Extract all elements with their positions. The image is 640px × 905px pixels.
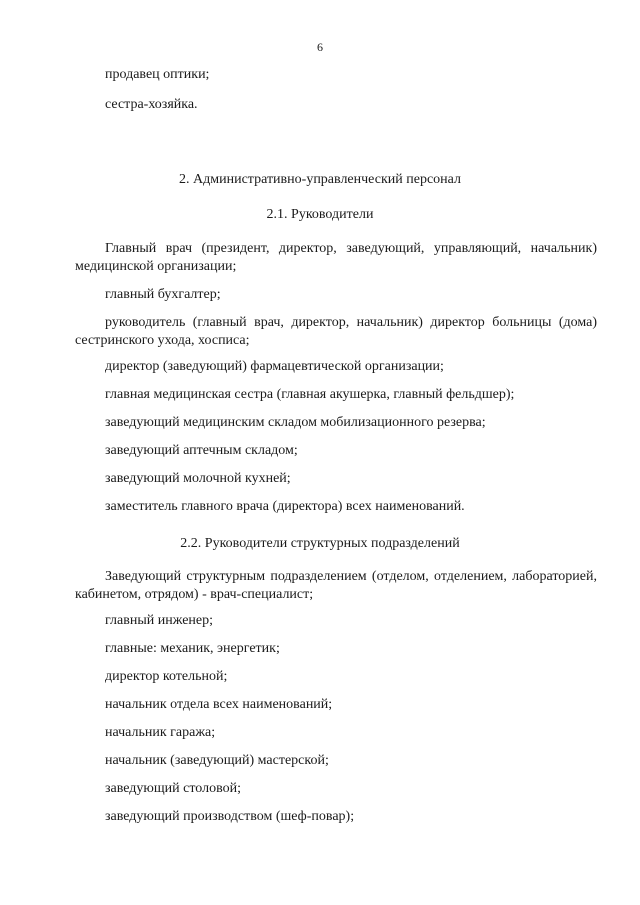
page-number: 6 [317, 40, 323, 54]
subsection-heading: 2.1. Руководители [266, 207, 374, 222]
list-item: Заведующий структурным подразделением (отделом, отделением, лабораторией, кабинетом, отрядом) - врач-специалист; [75, 569, 597, 602]
list-item: директор котельной; [105, 669, 228, 684]
list-item: заведующий аптечным складом; [105, 443, 298, 458]
list-item: главные: механик, энергетик; [105, 641, 280, 656]
list-item: директор (заведующий) фармацевтической организации; [105, 359, 444, 374]
list-item: заведующий столовой; [105, 781, 241, 796]
subsection-heading: 2.2. Руководители структурных подразделений [180, 536, 460, 551]
list-item: заведующий молочной кухней; [105, 471, 291, 486]
list-item: главная медицинская сестра (главная акушерка, главный фельдшер); [105, 387, 515, 402]
list-item: начальник гаража; [105, 725, 216, 740]
list-item: главный инженер; [105, 613, 214, 628]
list-item: продавец оптики; [105, 67, 210, 82]
list-item: заместитель главного врача (директора) всех наименований. [105, 499, 465, 514]
list-item: главный бухгалтер; [105, 287, 221, 302]
list-item: заведующий производством (шеф-повар); [105, 809, 355, 824]
list-item: заведующий медицинским складом мобилизационного резерва; [105, 415, 486, 430]
section-heading: 2. Административно-управленческий персонал [179, 172, 461, 187]
list-item: Главный врач (президент, директор, заведующий, управляющий, начальник) медицинской организации; [75, 241, 597, 274]
list-item: начальник отдела всех наименований; [105, 697, 333, 712]
list-item: начальник (заведующий) мастерской; [105, 753, 329, 768]
list-item: сестра-хозяйка. [105, 97, 198, 112]
list-item: руководитель (главный врач, директор, начальник) директор больницы (дома) сестринского ухода, хосписа; [75, 315, 597, 348]
